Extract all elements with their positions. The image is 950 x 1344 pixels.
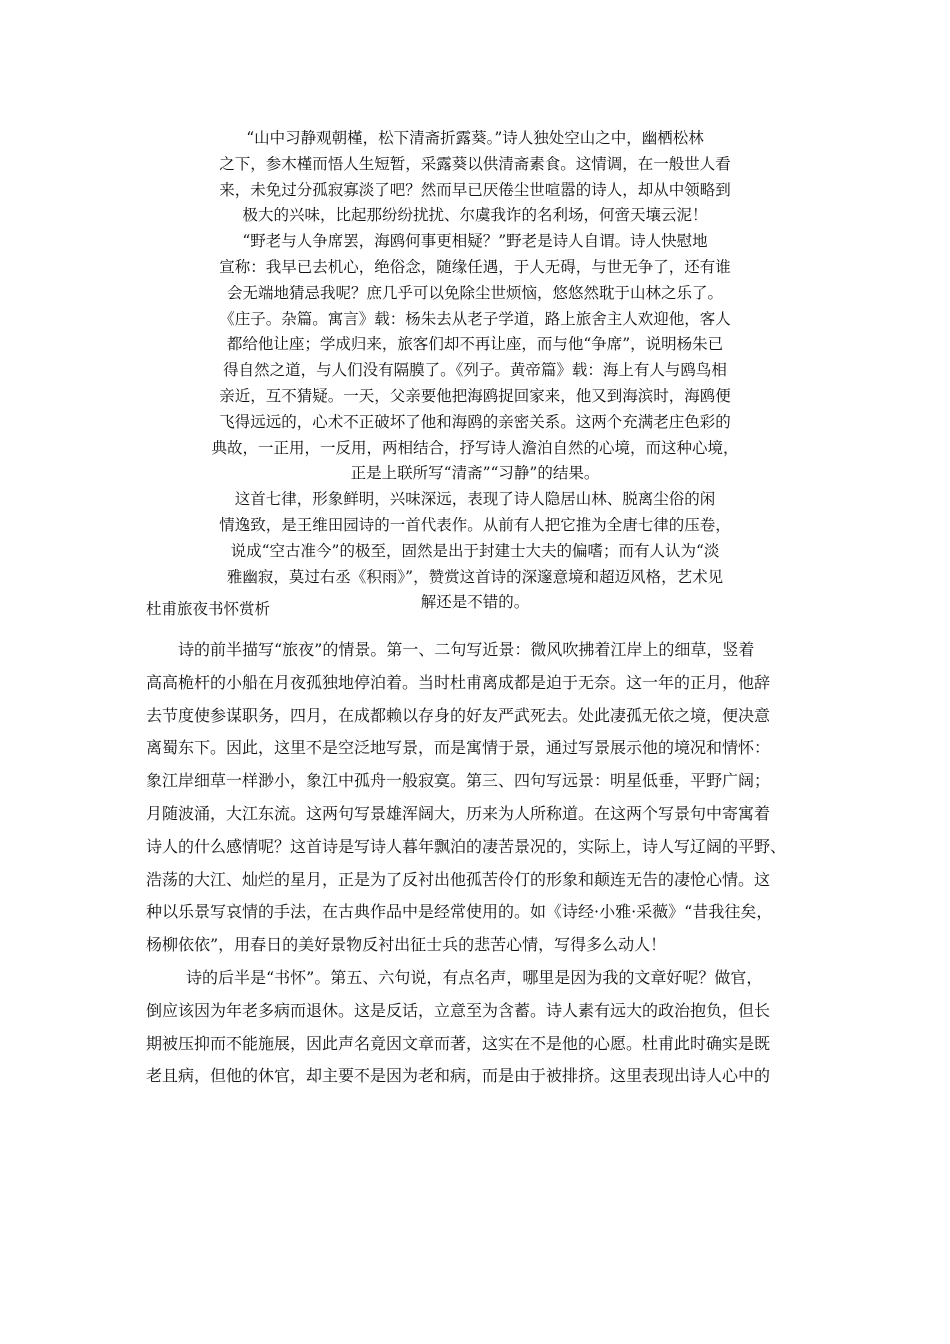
paragraph-line: 期被压抑而不能施展，因此声名竟因文章而著，这实在不是他的心愿。杜甫此时确实是既 <box>146 1033 771 1053</box>
paragraph-line: 情逸致，是王维田园诗的一首代表作。从前有人把它推为全唐七律的压卷， <box>219 515 731 534</box>
du-fu-commentary <box>146 634 806 1093</box>
paragraph-line: 浩荡的大江、灿烂的星月，正是为了反衬出他孤苦伶仃的形象和颠连无告的凄怆心情。这 <box>146 869 771 889</box>
paragraph-line: 宣称：我早已去机心，绝俗念，随缘任遇，于人无碍，与世无争了，还有谁 <box>219 257 731 276</box>
paragraph-line: 会无端地猜忌我呢？庶几乎可以免除尘世烦恼，悠悠然耽于山林之乐了。 <box>226 283 723 302</box>
paragraph-line: 《庄子。杂篇。寓言》载：杨朱去从老子学道，路上旅舍主人欢迎他，客人 <box>219 309 731 328</box>
paragraph-line: 亲近，互不猜疑。一天，父亲要他把海鸥捉回家来，他又到海滨时，海鸥便 <box>219 386 731 405</box>
paragraph-line: 倒应该因为年老多病而退休。这是反话，立意至为含蓄。诗人素有远大的政治抱负，但长 <box>146 1000 771 1020</box>
paragraph-line: 之下，参木槿而悟人生短暂，采露葵以供清斋素食。这情调，在一般世人看 <box>219 154 731 173</box>
paragraph-line: 离蜀东下。因此，这里不是空泛地写景，而是寓情于景，通过写景展示他的境况和情怀： <box>146 738 771 758</box>
paragraph-line: 来，未免过分孤寂寡淡了吧？然而早已厌倦尘世喧嚣的诗人，却从中领略到 <box>219 180 731 199</box>
paragraph-line: 极大的兴味，比起那纷纷扰扰、尔虞我诈的名利场，何啻天壤云泥！ <box>242 206 708 225</box>
paragraph-line: 杨柳依依”，用春日的美好景物反衬出征士兵的悲苦心情，写得多么动人！ <box>146 935 667 955</box>
paragraph-line: 老且病，但他的休官，却主要不是因为老和病，而是由于被排挤。这里表现出诗人心中的 <box>146 1066 771 1086</box>
paragraph-line: “山中习静观朝槿，松下清斋折露葵。”诗人独处空山之中，幽栖松林 <box>246 129 704 147</box>
paragraph-line: 去节度使参谋职务，四月，在成都赖以存身的好友严武死去。处此凄孤无依之境，便决意 <box>146 705 771 725</box>
paragraph-line: 月随波涌，大江东流。这两句写景雄浑阔大，历来为人所称道。在这两个写景句中寄寓着 <box>146 803 771 823</box>
paragraph-line: 象江岸细草一样渺小，象江中孤舟一般寂寞。第三、四句写远景：明星低垂，平野广阔； <box>146 771 771 791</box>
paragraph-line: “野老与人争席罢，海鸥何事更相疑？”野老是诗人自谓。诗人快慰地 <box>242 232 708 251</box>
paragraph-line: 诗的前半描写“旅夜”的情景。第一、二句写近景：微风吹拂着江岸上的细草，竖着 <box>178 640 755 659</box>
section-heading: 杜甫旅夜书怀赏析 <box>146 600 271 618</box>
paragraph-line: 种以乐景写哀情的手法，在古典作品中是经常使用的。如《诗经·小雅·采薇》“昔我往矣， <box>146 902 773 922</box>
paragraph-line: 诗的后半是“书怀”。第五、六句说，有点名声，哪里是因为我的文章好呢？做官， <box>186 967 763 987</box>
wang-wei-commentary <box>190 126 760 616</box>
paragraph-line: 诗人的什么感情呢？这首诗是写诗人暮年飘泊的凄苦景况的，实际上，诗人写辽阔的平野、 <box>146 836 787 856</box>
paragraph-line: 高高桅杆的小船在月夜孤独地停泊着。当时杜甫离成都是迫于无奈。这一年的正月，他辞 <box>146 672 771 692</box>
paragraph-line: 飞得远远的，心术不正破坏了他和海鸥的亲密关系。这两个充满老庄色彩的 <box>219 412 731 431</box>
paragraph-line: 得自然之道，与人们没有隔膜了。《列子。黄帝篇》载：海上有人与鸥鸟相 <box>223 361 727 380</box>
paragraph-line: 解还是不错的。 <box>420 593 530 612</box>
paragraph-line: 典故，一正用，一反用，两相结合，抒写诗人澹泊自然的心境，而这种心境， <box>211 438 739 457</box>
paragraph-line: 雅幽寂，莫过右丞《积雨》”，赞赏这首诗的深邃意境和超迈风格，艺术见 <box>226 567 724 586</box>
paragraph-line: 正是上联所写“清斋”“习静”的结果。 <box>350 464 600 483</box>
paragraph-line: 说成“空古准今”的极至，固然是出于封建士大夫的偏嗜；而有人认为“淡 <box>230 541 720 560</box>
paragraph-line: 都给他让座；学成归来，旅客们却不再让座，而与他“争席”，说明杨朱已 <box>226 335 724 354</box>
paragraph-line: 这首七律，形象鲜明，兴味深远，表现了诗人隐居山林、脱离尘俗的闲 <box>234 490 716 509</box>
